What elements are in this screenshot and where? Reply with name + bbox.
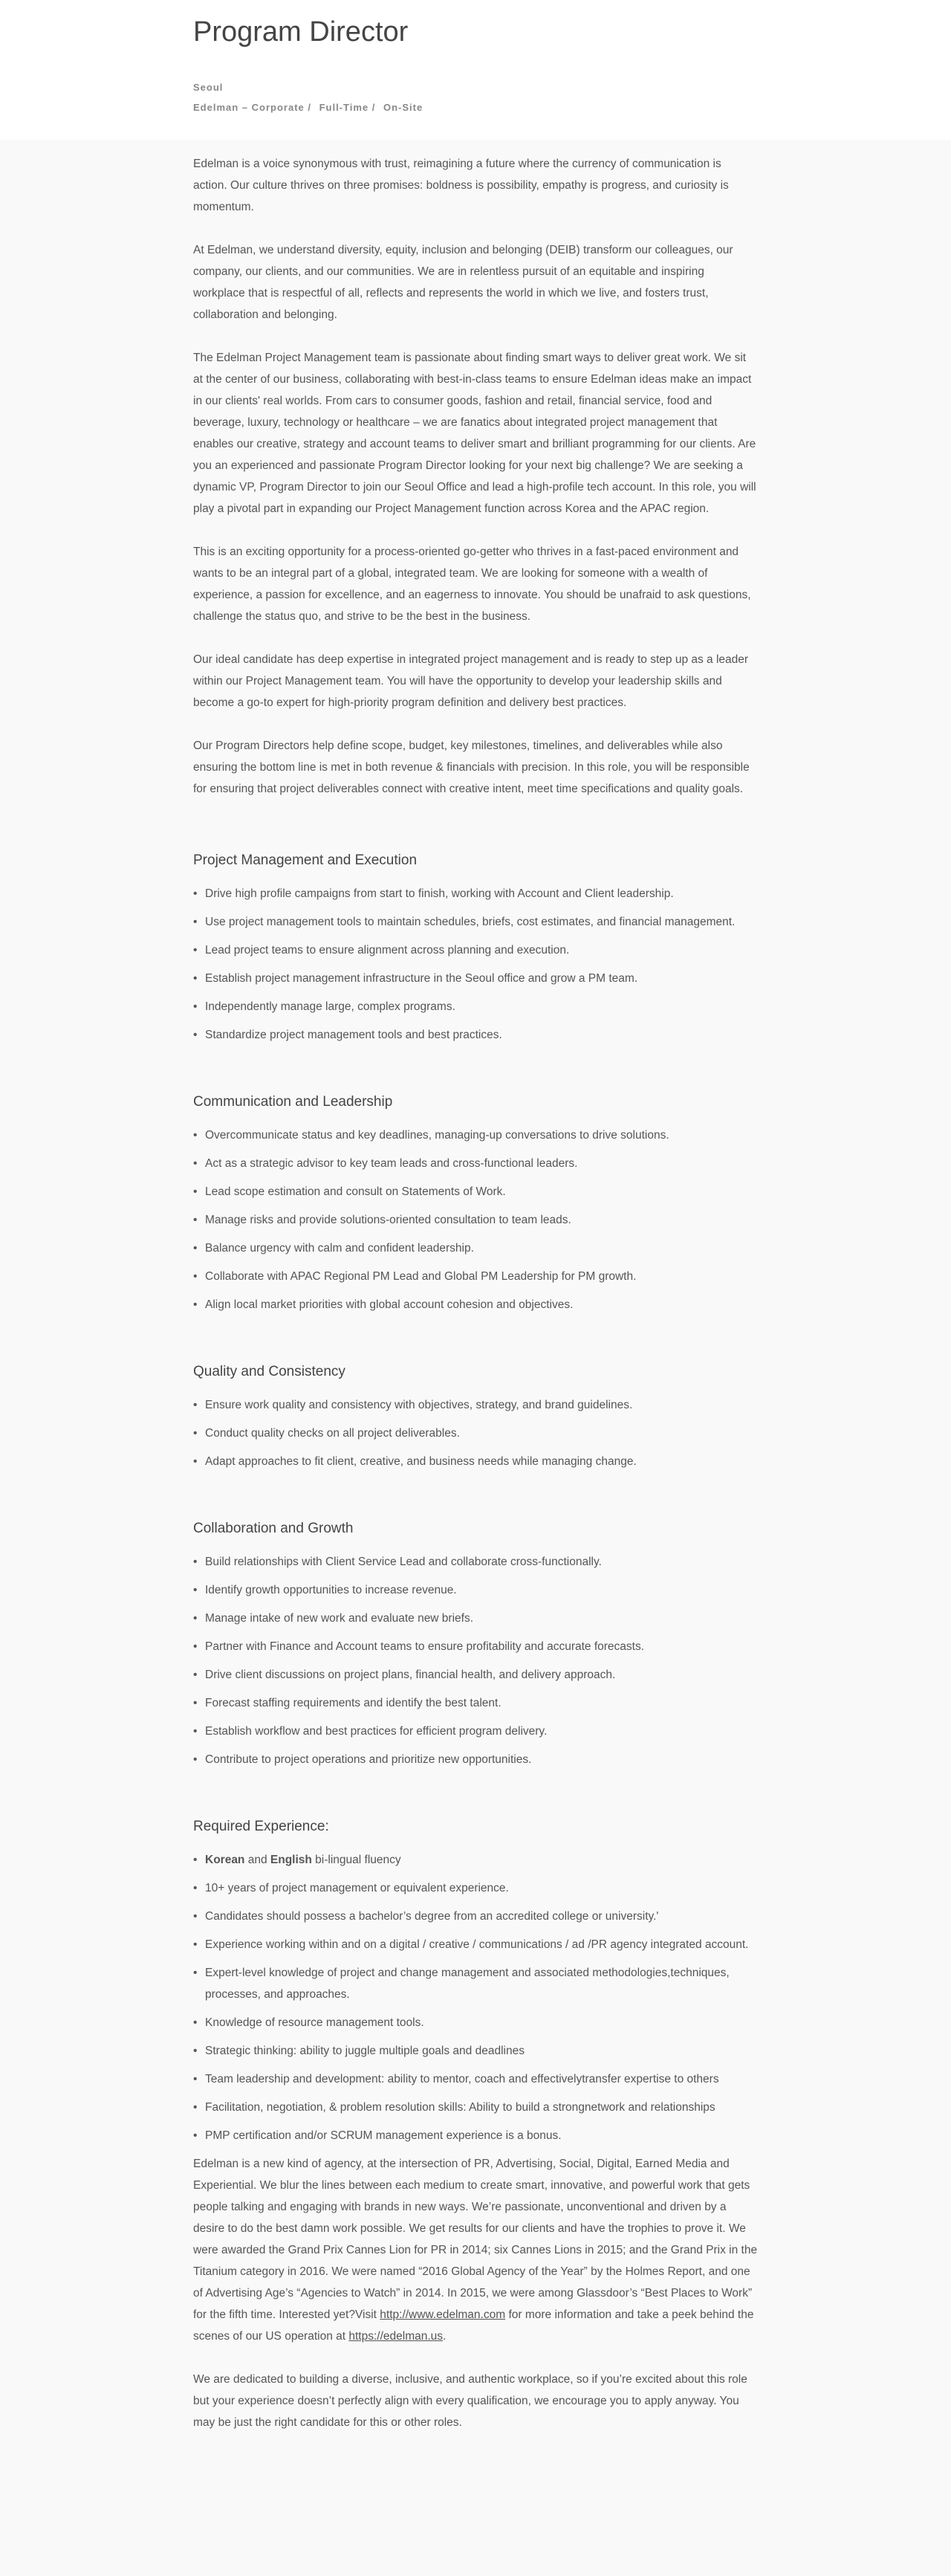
ideal-candidate-paragraph: Our ideal candidate has deep expertise in integrated project management and is ready to step up as a leader within our Project Management team. You will have the opportunity to develop your leadership skills and become a go-to expert for high-priority program definition and delivery best practices. — [193, 653, 749, 709]
list-item: • Establish workflow and best practices for efficient program delivery. — [193, 1721, 758, 1742]
job-commitment: Full-Time / — [319, 102, 376, 113]
job-title: Program Director — [193, 16, 409, 48]
list-item: • Facilitation, negotiation, & problem resolution skills: Ability to build a strongnetwork and relationships — [193, 2097, 758, 2118]
edelman-us-link[interactable]: https://edelman.us — [348, 2330, 444, 2343]
bullet-list — [193, 1124, 758, 1315]
list-item: • Experience working within and on a digital / creative / communications / ad /PR agency integrated account. — [193, 1934, 758, 1955]
list-item: • Lead project teams to ensure alignment across planning and execution. — [193, 939, 758, 961]
list-item: • Korean and English bi-lingual fluency — [193, 1849, 758, 1871]
section-title: Project Management and Execution — [193, 852, 418, 868]
list-item: • Collaborate with APAC Regional PM Lead and Global PM Leadership for PM growth. — [193, 1266, 758, 1287]
opportunity-paragraph: This is an exciting opportunity for a process-oriented go-getter who thrives in a fast-paced environment and wants to be an integral part of a global, integrated team. We are looking for someone with a wealth of experience, a passion for excellence, and an eagerness to innovate. You should be unafraid to ask questions, challenge the status quo, and strive to be the best in the business. — [193, 546, 751, 623]
job-categories — [193, 102, 758, 113]
section-communication-leadership — [193, 1092, 758, 1315]
list-item: • Adapt approaches to fit client, creative, and business needs while managing change. — [193, 1451, 758, 1472]
korean-label: Korean — [205, 1854, 245, 1866]
dei-statement: We are dedicated to building a diverse, inclusive, and authentic workplace, so if you’re excited about this role but your experience doesn’t perfectly align with every qualification, we encourage you to apply anyway. You may be just the right candidate for this or other roles. — [193, 2373, 747, 2429]
about-edelman-paragraph: Edelman is a new kind of agency, at the intersection of PR, Advertising, Social, Digital, Earned Media and Experiential. We blur the lines between each medium to create smart, innovative, and powerful work that gets people talking and engaging with brands in new ways. We’re passionate, unconventional and driven by a desire to do the best damn work possible. We get results for our clients and have the trophies to prove it. We were awarded the Grand Prix Cannes Lion for PR in 2014; six Cannes Lions in 2015; and the Grand Prix in the Titanium category in 2016. We were named “2016 Global Agency of the Year” by the Holmes Report, and one of Advertising Age’s “Agencies to Watch” in 2014. In 2015, we were among Glassdoor’s “Best Places to Work” for the fifth time. Interested yet?Visit http://www.edelman.com for more information and take a peek behind the scenes of our US operation at https://edelman.us. — [193, 2158, 758, 2343]
list-item: • Balance urgency with calm and confident leadership. — [193, 1237, 758, 1259]
list-item: • Candidates should possess a bachelor’s degree from an accredited college or university.' — [193, 1906, 758, 1927]
list-item: • Drive high profile campaigns from start to finish, working with Account and Client leadership. — [193, 883, 758, 904]
list-item: • Align local market priorities with global account cohesion and objectives. — [193, 1294, 758, 1315]
intro-paragraph: Edelman is a voice synonymous with trust, reimagining a future where the currency of communication is action. Our culture thrives on three promises: boldness is possibility, empathy is progress, and curiosity is momentum. — [193, 158, 729, 213]
list-item: • Manage intake of new work and evaluate new briefs. — [193, 1608, 758, 1629]
bullet-list — [193, 1849, 758, 2146]
bullet-list — [193, 883, 758, 1046]
section-title: Quality and Consistency — [193, 1364, 345, 1379]
deib-paragraph: At Edelman, we understand diversity, equity, inclusion and belonging (DEIB) transform our colleagues, our company, our clients, and our communities. We are in relentless pursuit of an equitable and inspiring workplace that is respectful of all, reflects and represents the world in which we live, and fosters trust, collaboration and belonging. — [193, 244, 733, 321]
list-item: • Drive client discussions on project plans, financial health, and delivery approach. — [193, 1664, 758, 1686]
list-item: • Manage risks and provide solutions-oriented consultation to team leads. — [193, 1209, 758, 1231]
list-item: • Contribute to project operations and prioritize new opportunities. — [193, 1749, 758, 1770]
list-item: • Act as a strategic advisor to key team leads and cross-functional leaders. — [193, 1153, 758, 1174]
job-department: Edelman – Corporate / — [193, 102, 311, 113]
bullet-list — [193, 1394, 758, 1472]
edelman-com-link[interactable]: http://www.edelman.com — [380, 2308, 506, 2321]
job-workplace: On-Site — [383, 102, 423, 113]
section-quality-consistency — [193, 1362, 758, 1472]
program-directors-paragraph: Our Program Directors help define scope, budget, key milestones, timelines, and deliverables while also ensuring the bottom line is met in both revenue & financials with precision. In this role, you will be responsible for ensuring that project deliverables connect with creative intent, meet time specifications and quality goals. — [193, 740, 750, 795]
section-collaboration-growth — [193, 1518, 758, 1770]
section-project-management — [193, 850, 758, 1046]
section-title: Collaboration and Growth — [193, 1521, 354, 1536]
section-required-experience — [193, 1816, 758, 2146]
posting-headline — [193, 13, 758, 113]
list-item: • 10+ years of project management or equivalent experience. — [193, 1877, 758, 1899]
list-item: • Independently manage large, complex programs. — [193, 996, 758, 1017]
list-item: • Standardize project management tools and best practices. — [193, 1024, 758, 1046]
list-item: • PMP certification and/or SCRUM management experience is a bonus. — [193, 2125, 758, 2146]
list-item: • Establish project management infrastructure in the Seoul office and grow a PM team. — [193, 968, 758, 989]
list-item: • Expert-level knowledge of project and change management and associated methodologies,techniques, processes, and approaches. — [193, 1962, 758, 2005]
bullet-list — [193, 1551, 758, 1770]
list-item: • Identify growth opportunities to increase revenue. — [193, 1579, 758, 1601]
pm-team-paragraph: The Edelman Project Management team is passionate about finding smart ways to deliver great work. We sit at the center of our business, collaborating with best-in-class teams to ensure Edelman ideas make an impact in our clients' real worlds. From cars to consumer goods, fashion and retail, financial service, food and beverage, luxury, technology or healthcare – we are fanatics about integrated project management that enables our creative, strategy and account teams to deliver smart and brilliant programming for our clients. Are you an experienced and passionate Program Director looking for your next big challenge? We are seeking a dynamic VP, Program Director to join our Seoul Office and lead a high-profile tech account. In this role, you will play a pivotal part in expanding our Project Management function across Korea and the APAC region. — [193, 352, 756, 515]
list-item: • Lead scope estimation and consult on Statements of Work. — [193, 1181, 758, 1203]
list-item: • Conduct quality checks on all project deliverables. — [193, 1423, 758, 1444]
posting-header — [0, 0, 951, 140]
list-item: • Overcommunicate status and key deadlines, managing-up conversations to drive solutions. — [193, 1124, 758, 1146]
list-item: • Partner with Finance and Account teams to ensure profitability and accurate forecasts. — [193, 1636, 758, 1657]
job-description — [193, 153, 758, 2455]
english-label: English — [270, 1854, 312, 1866]
list-item: • Forecast staffing requirements and identify the best talent. — [193, 1692, 758, 1714]
list-item: • Ensure work quality and consistency with objectives, strategy, and brand guidelines. — [193, 1394, 758, 1416]
list-item: • Use project management tools to maintain schedules, briefs, cost estimates, and financial management. — [193, 911, 758, 933]
job-location: Seoul — [193, 82, 224, 93]
list-item: • Knowledge of resource management tools. — [193, 2012, 758, 2033]
list-item: • Build relationships with Client Service Lead and collaborate cross-functionally. — [193, 1551, 758, 1573]
section-title: Required Experience: — [193, 1819, 329, 1834]
list-item: • Team leadership and development: ability to mentor, coach and effectivelytransfer expertise to others — [193, 2068, 758, 2090]
section-title: Communication and Leadership — [193, 1094, 393, 1110]
list-item: • Strategic thinking: ability to juggle multiple goals and deadlines — [193, 2040, 758, 2062]
